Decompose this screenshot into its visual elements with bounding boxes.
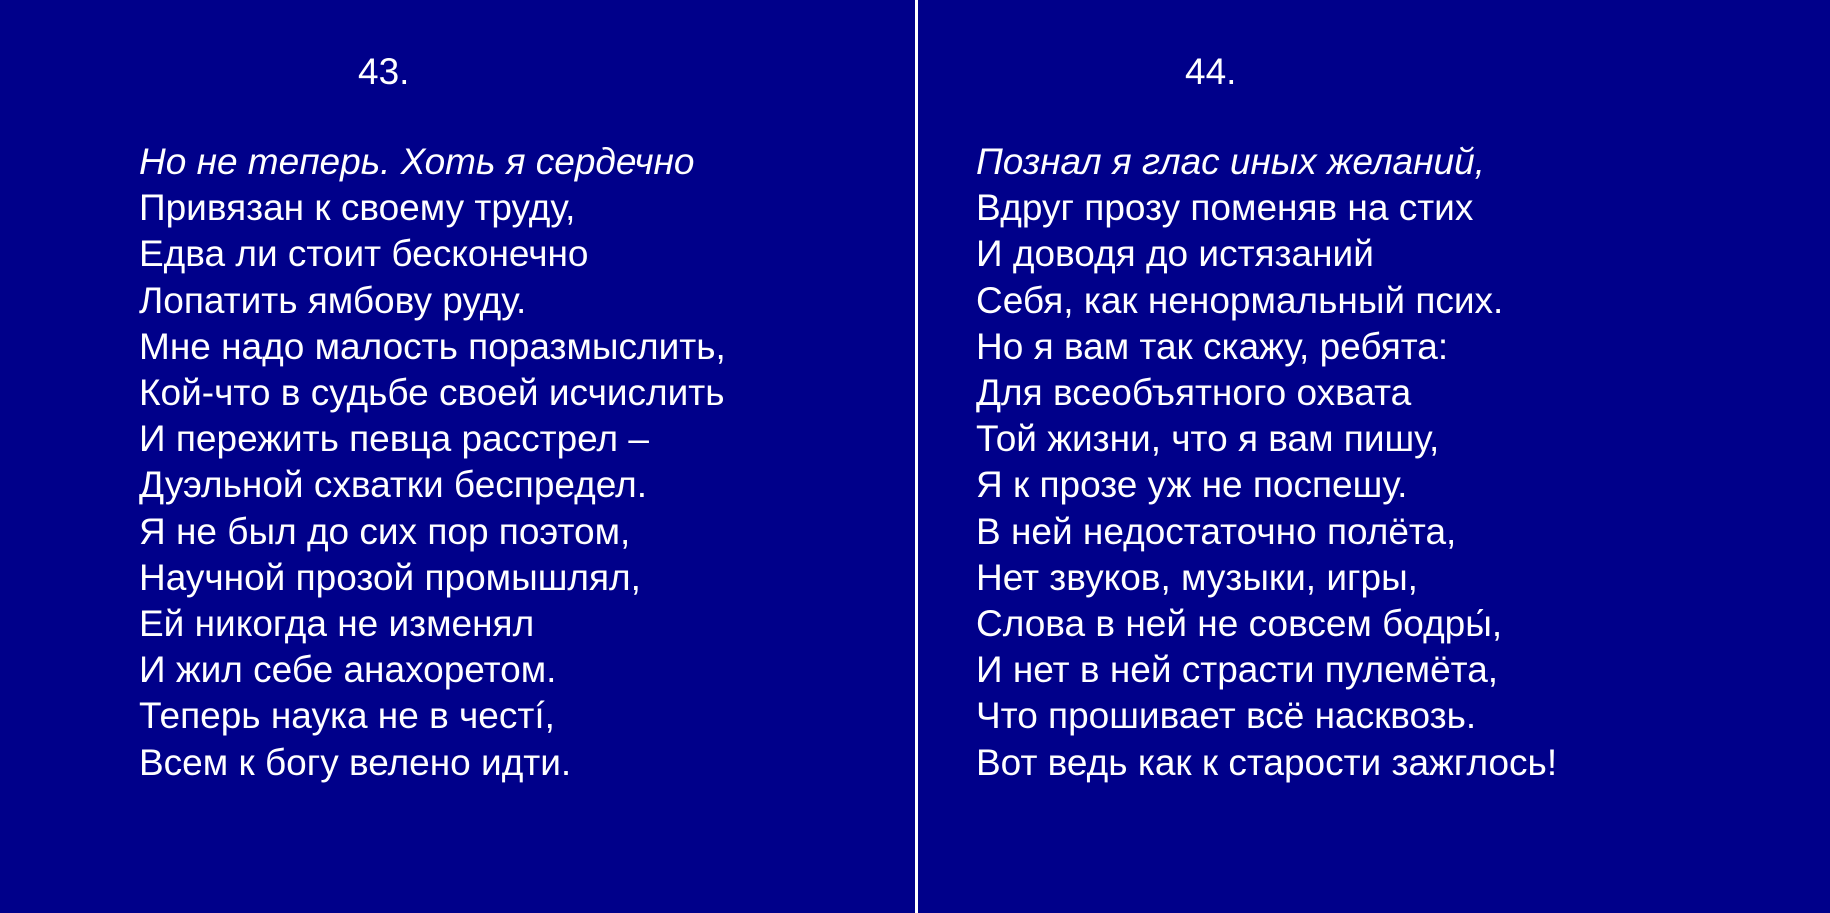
stanza-line: И нет в ней страсти пулемёта, (976, 649, 1499, 691)
stanza-line: Я к прозе уж не поспешу. (976, 464, 1408, 506)
stanza-line: Вдруг прозу поменяв на стих (976, 187, 1474, 229)
stanza-line: И жил себе анахоретом. (139, 649, 557, 691)
stanza-line: Себя, как ненормальный псих. (976, 279, 1504, 321)
stanza-line: Научной прозой промышлял, (139, 556, 641, 598)
stanza-line: Нет звуков, музыки, игры, (976, 556, 1418, 598)
stanza-number-left: 43. (358, 51, 410, 92)
stanza-line: Слова в ней не совсем бодры́, (976, 603, 1503, 645)
stanza-line: Для всеобъятного охвата (976, 372, 1412, 414)
stanza-line: Той жизни, что я вам пишу, (976, 418, 1440, 460)
stanza-line: Едва ли стоит бесконечно (139, 233, 589, 275)
stanza-line: Но не теперь. Хоть я сердечно (139, 141, 695, 182)
column-divider (915, 0, 918, 913)
stanza-line: Всем к богу велено идти. (139, 741, 572, 783)
stanza-number-right: 44. (1185, 51, 1237, 92)
stanza-line: Мне надо малость поразмыслить, (139, 325, 726, 367)
stanza-right (976, 139, 1557, 786)
stanza-line: Кой-что в судьбе своей исчислить (139, 372, 725, 414)
stanza-left (139, 139, 726, 786)
stanza-line: Лопатить ямбову руду. (139, 279, 527, 321)
stanza-line: Ей никогда не изменял (139, 603, 535, 645)
stanza-line: Я не был до сих пор поэтом, (139, 510, 631, 552)
stanza-line: Вот ведь как к старости зажглось! (976, 741, 1558, 783)
stanza-line: Дуэльной схватки беспредел. (139, 464, 647, 506)
stanza-line: И пережить певца расстрел – (139, 418, 649, 460)
stanza-line: Что прошивает всё насквозь. (976, 695, 1477, 737)
stanza-line: Привязан к своему труду, (139, 187, 576, 229)
stanza-line: В ней недостаточно полёта, (976, 510, 1457, 552)
stanza-line: Познал я глас иных желаний, (976, 141, 1485, 182)
stanza-line: Теперь наука не в честí, (139, 695, 555, 737)
stanza-line: И доводя до истязаний (976, 233, 1374, 275)
stanza-line: Но я вам так скажу, ребята: (976, 325, 1449, 367)
